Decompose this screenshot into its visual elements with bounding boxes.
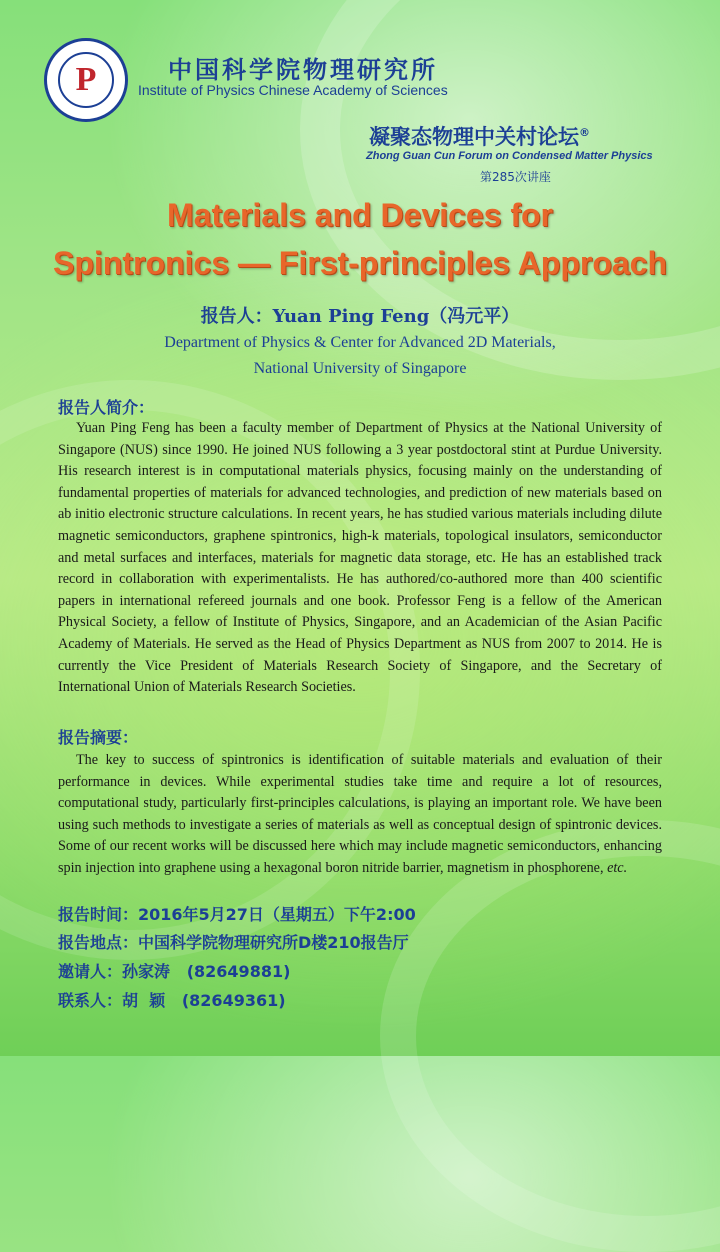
institute-name-en: Institute of Physics Chinese Academy of Sciences (138, 82, 448, 98)
forum-name-cn-text: 凝聚态物理中关村论坛 (369, 125, 579, 149)
speaker-affiliation-line2: National University of Singapore (253, 360, 467, 377)
lecture-number: 第285次讲座 (480, 170, 551, 184)
bio-text: Yuan Ping Feng has been a faculty member of Department of Physics at the National University of Singapore (NUS) since 1990. He joined NUS following a 3 year postdoctoral stint at Purdue University. His research interest is in computational materials physics, focusing mainly on the understanding of fundamental properties of materials for advanced technologies, and prediction of new materials based on ab initio electronic structure calculations. In recent years, he has studied various materials including dilute magnetic semiconductors, graphene spintronics, high-k materials, topological insulators, semiconductor and metal surfaces and interfaces, materials for magnetic data storage, etc. He has an established track record in collaboration with experimentalists. He has authored/co-authored more than 400 scientific papers in international refereed journals and one book. Professor Feng is a fellow of the American Physical Society, a fellow of Institute of Physics, Singapore, and an Academician of the Asian Pacific Academy of Materials. He served as the Head of Physics Department as NUS from 2007 to 2014. He is currently the Vice President of Materials Research Society of Singapore, and the Secretary of International Union of Materials Research Societies. (58, 420, 662, 696)
talk-title-line1: Materials and Devices for (167, 197, 553, 233)
logo-mark: P (58, 52, 114, 108)
abstract-text (58, 750, 662, 880)
speaker-name: 报告人：Yuan Ping Feng（冯元平） (200, 306, 520, 327)
registered-mark: ® (579, 126, 590, 139)
talk-title-line2: Spintronics — First-principles Approach (53, 245, 667, 281)
forum-name-cn (369, 121, 590, 151)
institute-name-cn: 中国科学院物理研究所 (168, 56, 438, 84)
background-swirl (380, 820, 720, 1252)
institute-logo (44, 38, 128, 122)
forum-name-en: Zhong Guan Cun Forum on Condensed Matter Physics (366, 150, 653, 162)
abstract-heading: 报告摘要： (58, 728, 139, 747)
contact-person: 联系人：胡 颖 (82649361) (58, 991, 286, 1010)
speaker-affiliation-line1: Department of Physics & Center for Advanced 2D Materials, (164, 334, 556, 351)
abstract-body: The key to success of spintronics is identification of suitable materials and evaluation of their performance in devices. While experimental studies take time and require a lot of resources, computational study, particularly first-principles calculations, is playing an important role. We have been using such methods to investigate a series of materials as well as conceptual design of spintronic devices. Some of our recent works will be discussed here which may include magnetic semiconductors, enhancing spin injection into graphene using a hexagonal boron nitride barrier, magnetism in phosphorene, (58, 752, 662, 876)
talk-time: 报告时间：2016年5月27日（星期五）下午2:00 (58, 905, 416, 924)
talk-location: 报告地点：中国科学院物理研究所D楼210报告厅 (58, 933, 409, 952)
host-contact: 邀请人：孙家涛 (82649881) (58, 962, 291, 981)
abstract-etc: etc. (607, 859, 628, 876)
bio-heading: 报告人简介： (58, 398, 155, 417)
